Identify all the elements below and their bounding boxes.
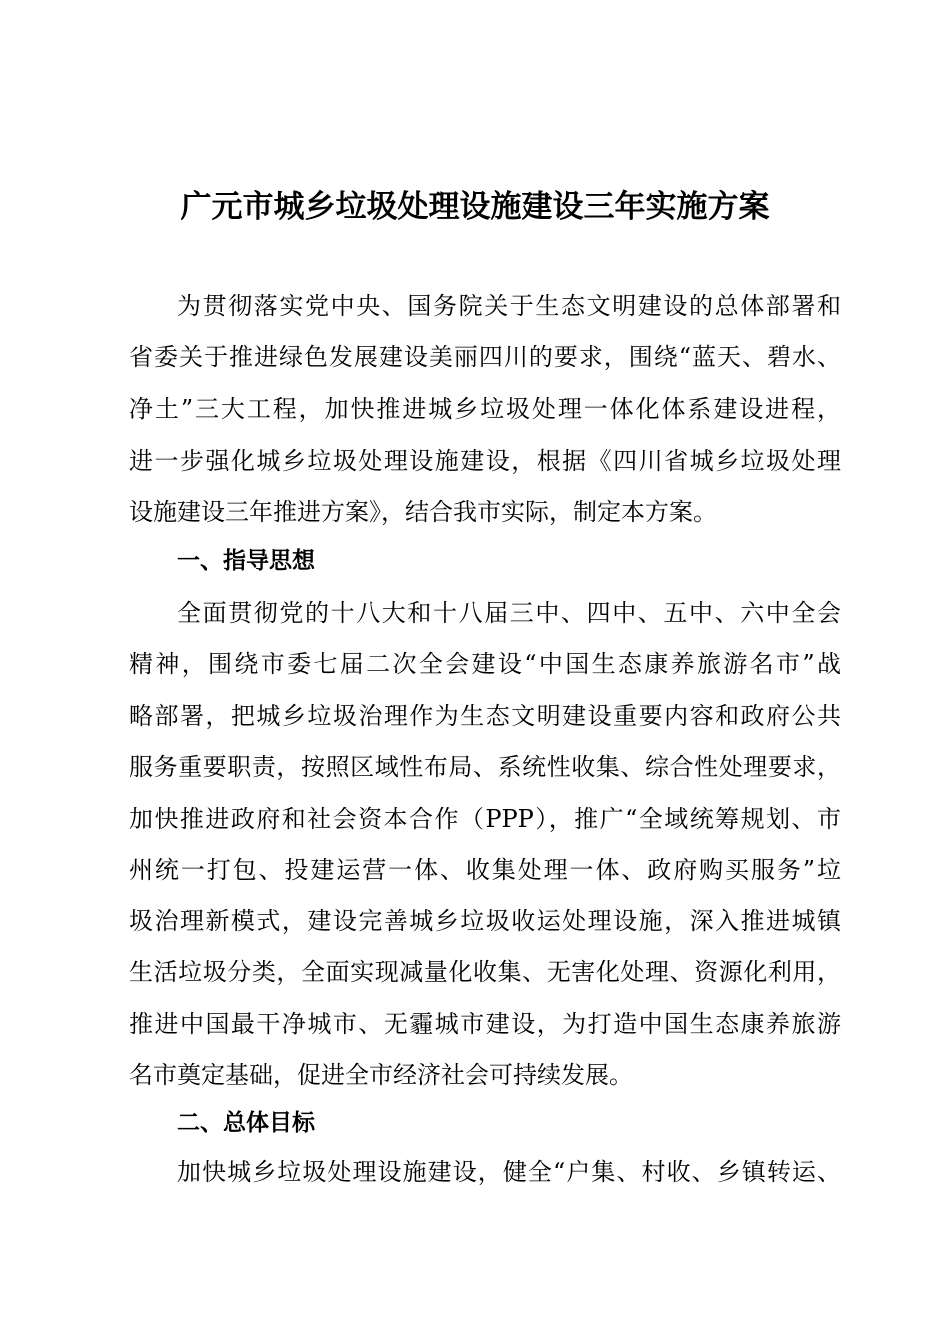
paragraph-line: 州统一打包、投建运营一体、收集处理一体、政府购买服务”垃: [129, 856, 841, 884]
paragraph-line: 圾治理新模式，建设完善城乡垃圾收运处理设施，深入推进城镇: [129, 907, 841, 935]
paragraph-line: 服务重要职责，按照区域性布局、系统性收集、综合性处理要求，: [129, 753, 841, 781]
paragraph-line: 名市奠定基础，促进全市经济社会可持续发展。: [129, 1061, 633, 1089]
paragraph-line: 加快城乡垃圾处理设施建设，健全“户集、村收、乡镇转运、: [177, 1158, 841, 1186]
paragraph-line: 生活垃圾分类，全面实现减量化收集、无害化处理、资源化利用，: [129, 958, 841, 986]
paragraph-line: 推进中国最干净城市、无霾城市建设，为打造中国生态康养旅游: [129, 1010, 841, 1038]
paragraph-line: 全面贯彻党的十八大和十八届三中、四中、五中、六中全会: [177, 599, 841, 627]
section-heading: 一、指导思想: [177, 548, 315, 574]
paragraph-line: 加快推进政府和社会资本合作（PPP），推广“全域统筹规划、市: [129, 805, 841, 833]
paragraph-line: 进一步强化城乡垃圾处理设施建设，根据《四川省城乡垃圾处理: [129, 447, 841, 475]
paragraph-line: 省委关于推进绿色发展建设美丽四川的要求，围绕“蓝天、碧水、: [129, 343, 841, 371]
section-heading: 二、总体目标: [177, 1110, 315, 1136]
paragraph-line: 净土”三大工程，加快推进城乡垃圾处理一体化体系建设进程，: [129, 395, 841, 423]
paragraph-line: 精神，围绕市委七届二次全会建设“中国生态康养旅游名市”战: [129, 650, 841, 678]
paragraph-line: 为贯彻落实党中央、国务院关于生态文明建设的总体部署和: [177, 292, 841, 320]
document-title: 广元市城乡垃圾处理设施建设三年实施方案: [180, 189, 770, 225]
paragraph-line: 设施建设三年推进方案》，结合我市实际，制定本方案。: [129, 498, 717, 526]
paragraph-line: 略部署，把城乡垃圾治理作为生态文明建设重要内容和政府公共: [129, 702, 841, 730]
